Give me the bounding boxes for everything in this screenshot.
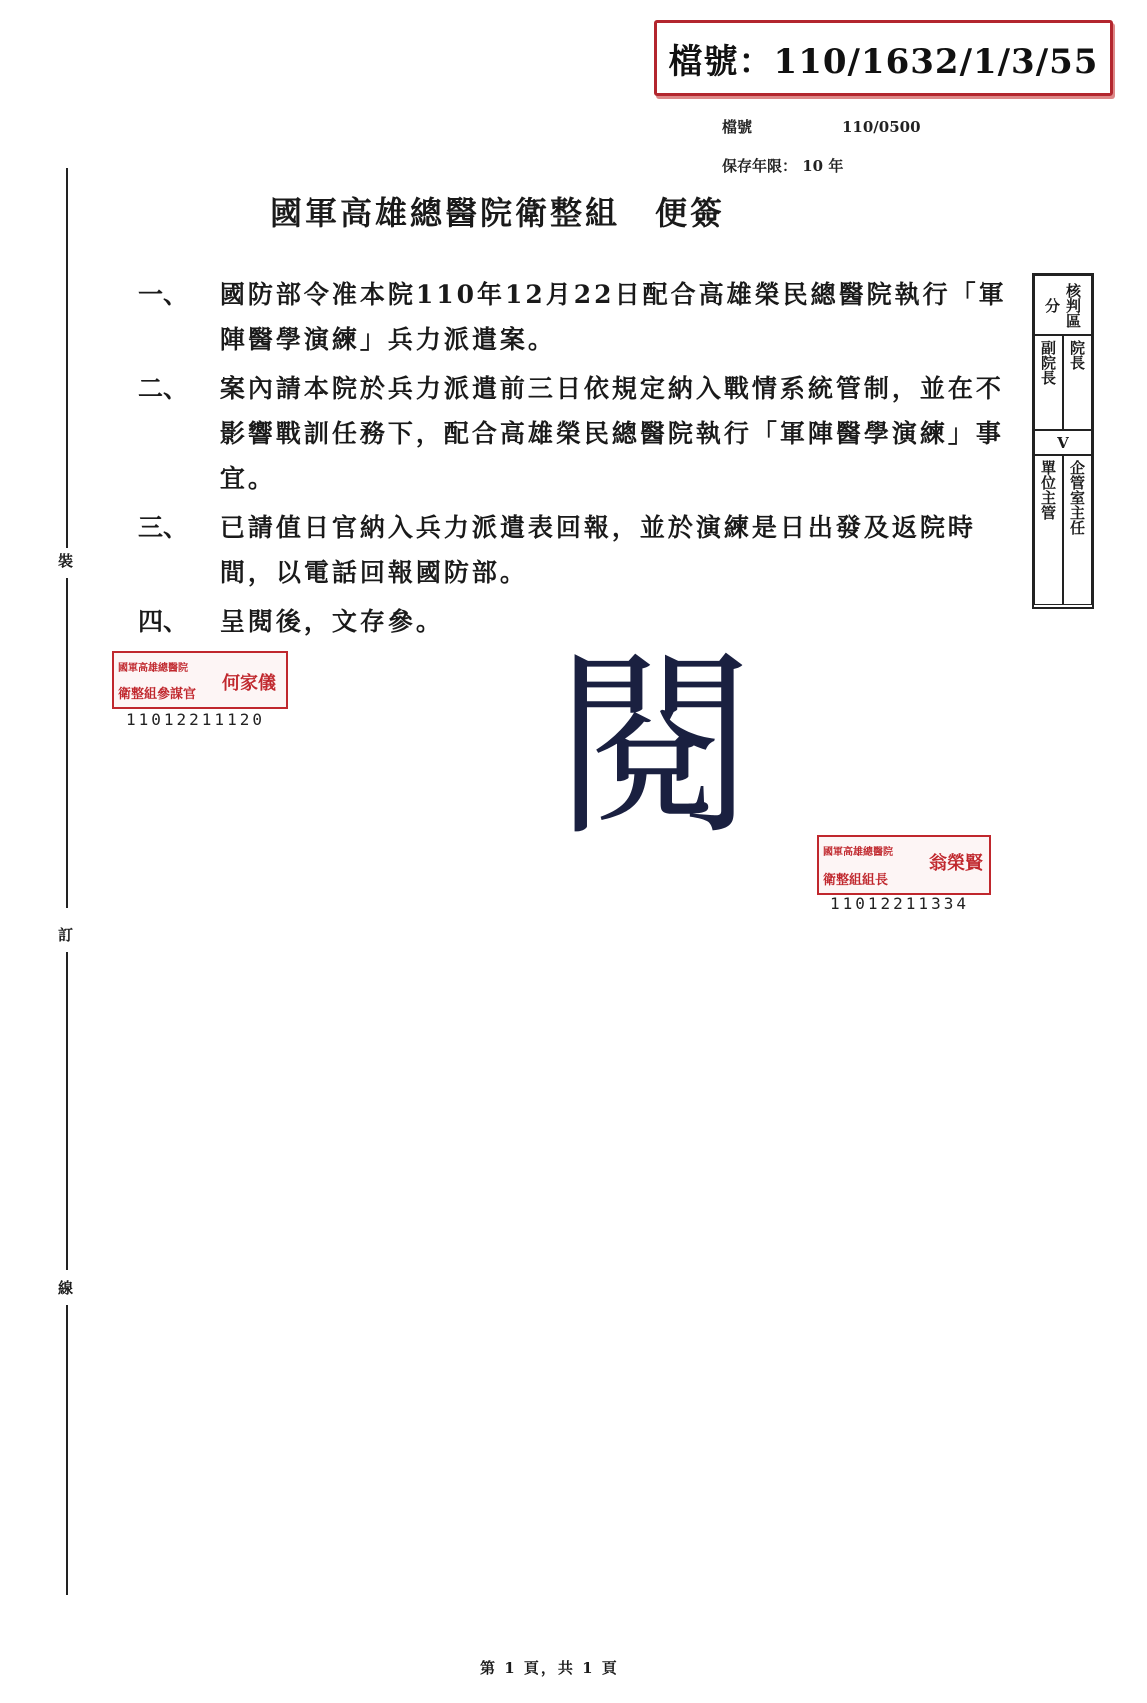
retention-value: 10 年 — [802, 157, 844, 175]
item-number: 二、 — [138, 374, 189, 403]
archive-value: 110/0500 — [842, 118, 921, 136]
page-footer: 第 1 頁，共 1 頁 — [480, 1659, 619, 1677]
binding-char-mid: 訂 — [58, 922, 73, 947]
read-mark: 閱 — [555, 631, 756, 864]
page-title: 國軍高雄總醫院衛整組 便簽 — [270, 194, 726, 232]
item-number: 四、 — [138, 607, 189, 636]
seal-right — [817, 835, 991, 895]
binding-line-low — [66, 952, 68, 1270]
item-number: 三、 — [138, 513, 189, 542]
archive-number — [722, 116, 921, 137]
archive-label: 檔號 — [722, 118, 753, 136]
binding-line-mid — [66, 578, 68, 908]
binding-char-top: 裝 — [58, 548, 73, 573]
memo-items — [138, 272, 1018, 648]
list-item — [138, 272, 1018, 362]
approval-cell-director: 院長 — [1063, 335, 1092, 430]
seal-left — [112, 651, 288, 709]
item-text: 案內請本院於兵力派遣前三日依規定納入戰情系統管制，並在不影響戰訓任務下，配合高雄榮民總醫院執行「軍陣醫學演練」事宜。 — [219, 374, 1004, 493]
binding-line-top — [66, 168, 68, 548]
approval-header: 核判區分 — [1034, 275, 1092, 335]
item-text: 國防部令准本院110年12月22日配合高雄榮民總醫院執行「軍陣醫學演練」兵力派遣案。 — [219, 280, 1007, 354]
seal-left-name: 何家儀 — [222, 673, 276, 694]
binding-line-bottom — [66, 1305, 68, 1595]
item-text: 已請值日官納入兵力派遣表回報，並於演練是日出發及返院時間，以電話回報國防部。 — [219, 513, 976, 587]
approval-cell-unit-head: 單位主管 — [1034, 455, 1063, 605]
retention-label: 保存年限： — [722, 157, 798, 175]
list-item — [138, 366, 1018, 501]
list-item — [138, 505, 1018, 595]
seal-right-name: 翁榮賢 — [929, 853, 983, 874]
seal-left-title: 衛整組參謀官 — [118, 687, 197, 702]
binding-char-bottom: 線 — [58, 1275, 73, 1300]
approval-check-mark: V — [1034, 430, 1092, 455]
retention-period — [722, 155, 843, 176]
seal-right-org: 國軍高雄總醫院 — [823, 847, 893, 858]
file-number-box: 檔號：110/1632/1/3/55 — [654, 20, 1113, 96]
seal-right-number: 11012211334 — [830, 894, 969, 913]
approval-cell-vice-director: 副院長 — [1034, 335, 1063, 430]
seal-left-number: 11012211120 — [126, 710, 265, 729]
item-number: 一、 — [138, 280, 189, 309]
item-text: 呈閱後，文存參。 — [219, 607, 444, 636]
seal-right-title: 衛整組組長 — [823, 873, 889, 888]
seal-left-org: 國軍高雄總醫院 — [118, 663, 188, 674]
approval-grid — [1032, 273, 1094, 609]
approval-cell-management-head: 企管室主任 — [1063, 455, 1092, 605]
